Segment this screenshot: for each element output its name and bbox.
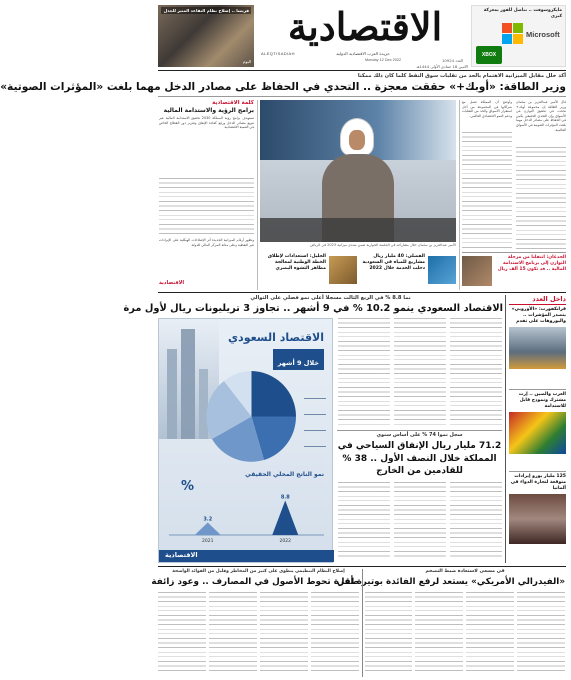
fed-col-4 <box>365 592 412 674</box>
inside-item-3-title: 125 مليار يورو إيرادات متوقعة لتجارة الدواء في ألمانيا <box>510 474 566 491</box>
inside-item-1-photo <box>509 327 566 369</box>
inside-item-2[interactable] <box>509 389 566 467</box>
xbox-tile <box>476 46 502 64</box>
hedge-col-3 <box>209 592 257 674</box>
left-promo-text: مايكروسوفت .. تناضل للفوز بمعركة كبرى <box>483 8 562 19</box>
logo-text: الاقتصادية <box>287 4 443 49</box>
editorial-heading: كلمة الاقتصادية <box>212 100 254 106</box>
editorial-divider <box>257 100 258 290</box>
hedge-col-2 <box>260 592 308 674</box>
teaser-2-thumb <box>329 256 357 284</box>
gdp-col-1 <box>450 318 502 426</box>
fed-kicker: في مسعى لاستعادة ضبط التصخم <box>425 569 505 574</box>
gdp-headline[interactable]: الاقتصاد السعودي ينمو 10.2 % في 9 أشهر .. تجاوز 3 تريليونات ريال لأول مرة <box>123 303 503 314</box>
lead-photo[interactable] <box>260 100 456 242</box>
lead-col-b-text: وأوضح أن المملكة تعمل مع شركائها في المجموعة من أجل استقرار الأسواق والحد من التقلبات ودعم النمو الاقتصادي العالمي. <box>462 100 512 118</box>
photo-podium <box>260 218 456 242</box>
hedge-col-4 <box>158 592 206 674</box>
infographic-subtitle: خلال 9 أشهر <box>277 359 319 367</box>
tourism-col-2 <box>394 482 446 560</box>
inside-divider <box>505 295 506 563</box>
tourism-col-1 <box>450 482 502 560</box>
teaser-2[interactable] <box>260 254 357 290</box>
tourism-body-columns <box>337 482 502 562</box>
inside-item-1[interactable] <box>509 307 566 385</box>
lead-divider-left <box>459 100 460 290</box>
inside-item-2-photo <box>509 412 566 454</box>
teaser-row <box>260 254 456 290</box>
editorial-signoff: الاقتصادية <box>159 280 185 286</box>
gdp-col-3 <box>338 318 390 426</box>
right-promo-photo[interactable] <box>158 5 254 67</box>
chart-category-label: 2021 <box>202 539 214 544</box>
hedge-headline[interactable]: طفرة تحوط الأصول في المصارف .. وعود زائفة <box>151 577 359 587</box>
lead-headline[interactable]: وزير الطاقة: «أوبك+» حققت معجزة .. التحدي في الحفاظ على مصادر الدخل مهما بلغت «المؤثرات الصوتية» <box>0 81 566 93</box>
lead-side-teaser-1: الجدعان: انتقلنا من مرحلة التوازن إلى برنامج الاستدامة المالية .. قد تكون 15 ألف ريال <box>497 255 566 272</box>
real-gdp-title: نمو الناتج المحلي الحقيقي <box>245 471 324 478</box>
infographic-radial-chart <box>204 369 299 464</box>
inside-column <box>509 295 566 563</box>
fed-col-3 <box>415 592 463 674</box>
fed-col-2 <box>466 592 514 674</box>
chart-value-label: 3.2 <box>203 516 213 523</box>
lead-body-columns <box>462 100 566 290</box>
masthead-rule <box>158 70 566 71</box>
teaser-2-title: الجليل: استعدادات لإطلاق الخطة الوطنية لمعالجة مظاهر التشوه البصري <box>267 254 326 271</box>
tourism-col-3 <box>338 482 390 560</box>
chart-value-label: 8.8 <box>280 494 290 501</box>
masthead-date: Monday 12 Dec 2022 <box>365 58 402 62</box>
chart-bar-2021 <box>195 522 221 535</box>
lead-bottom-rule <box>158 292 566 293</box>
microsoft-logo <box>502 23 524 45</box>
lead-kicker: أكد خلل مقابل الميزانية الاهتمام بالحد من تقلبات سوق النفط كلما كان ذلك ممكنا <box>357 73 566 79</box>
left-promo-photo[interactable] <box>471 5 566 67</box>
editorial-body-2: وتظهر أرقام الميزانية الجديدة أثر الإصلاحات الهيكلية على الإيرادات غير النفطية وعلى متانة المركز المالي للدولة. <box>159 238 254 247</box>
masthead-issue: العدد 10924 <box>441 58 463 63</box>
infographic-brand: الاقتصادية <box>165 551 198 559</box>
lead-col-a-lines <box>516 147 566 250</box>
tourism-kicker: سجل نموا 74 % على أساس سنوي <box>376 432 463 438</box>
gdp-kicker: نما 8.8 % في الربع الثالث مسجلا أعلى نمو فصلي على التوالي <box>250 295 411 301</box>
inside-item-3-photo <box>509 494 566 544</box>
infographic-subtitle-badge <box>273 349 324 370</box>
lead-side-thumb <box>462 256 492 286</box>
editorial-body-lines <box>159 178 254 236</box>
logo-latin: ALEQTISADIAH <box>261 51 295 56</box>
lead-side-teaser[interactable] <box>462 252 566 290</box>
gdp-body-columns <box>337 318 502 428</box>
fed-headline[interactable]: «الفيدرالي الأمريكي» يستعد لرفع الفائدة بوتيرة أقل <box>336 577 565 587</box>
hedge-col-1 <box>311 592 359 674</box>
lead-col-b-lines <box>462 132 512 250</box>
hedge-kicker: إصلاح النظام التنظيمي يتطوي على كثير من المخاطر وقليل من الفوائد الواضحة <box>172 569 345 574</box>
gdp-bottom-rule <box>158 566 566 567</box>
fed-body-columns <box>365 592 565 676</box>
hedge-body-columns <box>158 592 359 676</box>
pct-label: % <box>181 479 195 494</box>
left-brand: Microsoft <box>526 30 560 39</box>
lead-col-a-text: قال الأمير عبدالعزيز بن سلمان وزير الطاقة إن مجموعة أوبك+ نجحت في تحقيق التوازن في الأسواق وإن التحدي الحقيقي يكمن في الحفاظ على مصادر الدخل مهما بلغت المؤثرات الصوتية في الأسواق العالمية. <box>516 100 566 132</box>
masthead-tagline: جريدة العرب الاقتصادية الدولية <box>336 51 390 56</box>
bottom-divider <box>362 569 363 677</box>
masthead-logo[interactable] <box>260 4 470 50</box>
teaser-1-thumb <box>428 256 456 284</box>
right-promo-label: اليوم <box>242 59 251 64</box>
lead-col-a <box>516 100 566 250</box>
gdp-bar-chart <box>169 491 324 546</box>
chart-category-label: 2022 <box>279 539 291 544</box>
tourism-rule <box>337 430 502 431</box>
inside-item-3[interactable] <box>509 471 566 561</box>
left-brand-2: XBOX <box>481 52 497 58</box>
gdp-infographic[interactable] <box>158 318 333 563</box>
photo-person-face <box>349 130 365 150</box>
masthead-hijri: الاثنين 18 جمادى الأولى 1444هـ <box>416 64 468 69</box>
editorial-box <box>159 100 254 290</box>
right-promo-text: فرنسا .. إصلاح نظام التقاعد المثير للجدل <box>161 7 251 14</box>
gdp-col-2 <box>394 318 446 426</box>
infographic-brand-bar <box>159 550 334 562</box>
lead-photo-caption: الأمير عبدالعزيز بن سلمان خلال مشاركته في الجلسة الحوارية ضمن منتدى ميزانية 2023 في الرياض <box>310 243 456 247</box>
editorial-title[interactable]: برامج الرؤية والاستدامة المالية <box>163 107 254 114</box>
tourism-headline[interactable]: 71.2 مليار ريال الإنفاق السياحي في المملكة خلال النصف الأول .. 38 % للقادمين من الخارج <box>337 441 502 476</box>
teaser-1-title: الفضلي: 40 مليار ريال مشاريع للمياه في السعودية دخلت الخدمة خلال 2022 <box>362 254 425 271</box>
lead-rule <box>158 96 566 97</box>
fed-col-1 <box>517 592 565 674</box>
lead-col-b <box>462 100 512 250</box>
inside-item-2-title: العرب والصين .. إرث مشترك ونموذج قابل للاستدامة <box>518 392 566 409</box>
inside-item-1-title: فرانكفورت: «الأوروبي» يتصدر المؤشرات .. واليوروهات على تقدم <box>511 307 566 324</box>
chart-bar-2022 <box>272 500 298 535</box>
teaser-1[interactable] <box>361 254 456 290</box>
editorial-body-1: تستهدف برامج رؤية المملكة 2030 تحقيق الاستدامة المالية عبر تنويع مصادر الدخل ورفع كفاءة الإنفاق وتعزيز دور القطاع الخاص في التنمية الاقتصادية. <box>159 116 254 130</box>
infographic-legend-right <box>304 389 326 469</box>
infographic-title: الاقتصاد السعودي <box>227 331 324 344</box>
inside-heading: داخل العدد <box>509 295 566 305</box>
